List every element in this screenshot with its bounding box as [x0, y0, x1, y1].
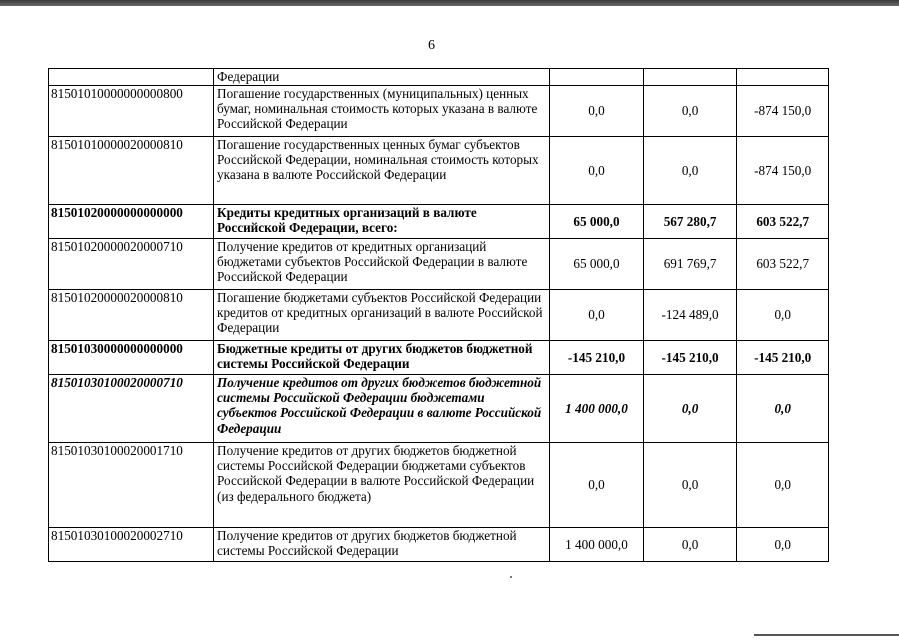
top-edge-rule: [0, 0, 899, 6]
row-value-2: -124 489,0: [643, 290, 737, 341]
row-value-2: 0,0: [643, 137, 737, 205]
row-value-3: 0,0: [737, 375, 829, 443]
row-value-2: 0,0: [643, 375, 737, 443]
row-value-1: 0,0: [550, 443, 644, 528]
table-row: [49, 443, 829, 528]
row-code: 81501030000000000000: [49, 341, 214, 375]
row-name: Кредиты кредитных организаций в валюте Российской Федерации, всего:: [214, 205, 550, 239]
row-name: Погашение государственных (муниципальных) ценных бумаг, номинальная стоимость которых указана в валюте Российской Федерации: [214, 86, 550, 137]
table-row: [49, 528, 829, 562]
row-value-3: 0,0: [737, 443, 829, 528]
row-value-2: 691 769,7: [643, 239, 737, 290]
scan-speck: [510, 576, 512, 578]
row-code: 81501010000020000810: [49, 137, 214, 205]
row-name: Получение кредитов от других бюджетов бюджетной системы Российской Федерации бюджетами субъектов Российской Федерации в валюте Российской Федерации (из федерального бюджета): [214, 443, 550, 528]
table-row: [49, 341, 829, 375]
row-code: 81501020000000000000: [49, 205, 214, 239]
table-row: [49, 205, 829, 239]
table-row: [49, 86, 829, 137]
row-value-1: 0,0: [550, 290, 644, 341]
row-name: Федерации: [214, 69, 550, 86]
bottom-edge-rule: [754, 634, 899, 636]
row-value-1: 0,0: [550, 86, 644, 137]
table-row: [49, 375, 829, 443]
row-value-3: 0,0: [737, 528, 829, 562]
row-value-3: 603 522,7: [737, 205, 829, 239]
row-value-2: 0,0: [643, 443, 737, 528]
row-value-1: 1 400 000,0: [550, 375, 644, 443]
row-value-2: [643, 69, 737, 86]
page-number: 6: [428, 38, 435, 53]
row-value-3: 603 522,7: [737, 239, 829, 290]
row-value-1: -145 210,0: [550, 341, 644, 375]
row-value-3: 0,0: [737, 290, 829, 341]
table-row: [49, 137, 829, 205]
table-row: [49, 69, 829, 86]
row-value-3: -874 150,0: [737, 86, 829, 137]
budget-sources-table: [48, 68, 829, 562]
table-row: [49, 290, 829, 341]
row-value-2: 0,0: [643, 528, 737, 562]
row-value-2: -145 210,0: [643, 341, 737, 375]
row-code: 81501020000020000810: [49, 290, 214, 341]
row-code: 81501010000000000800: [49, 86, 214, 137]
row-value-1: 65 000,0: [550, 205, 644, 239]
row-name: Погашение бюджетами субъектов Российской Федерации кредитов от кредитных организаций в валюте Российской Федерации: [214, 290, 550, 341]
row-value-1: 1 400 000,0: [550, 528, 644, 562]
row-code: [49, 69, 214, 86]
row-code: 81501030100020001710: [49, 443, 214, 528]
row-value-2: 0,0: [643, 86, 737, 137]
row-name: Получение кредитов от кредитных организаций бюджетами субъектов Российской Федерации в валюте Российской Федерации: [214, 239, 550, 290]
row-value-1: 65 000,0: [550, 239, 644, 290]
row-name: Получение кредитов от других бюджетов бюджетной системы Российской Федерации бюджетами субъектов Российской Федерации в валюте Российской Федерации: [214, 375, 550, 443]
row-name: Погашение государственных ценных бумаг субъектов Российской Федерации, номинальная стоимость которых указана в валюте Российской Федерации: [214, 137, 550, 205]
row-code: 81501030100020002710: [49, 528, 214, 562]
row-code: 81501020000020000710: [49, 239, 214, 290]
row-name: Бюджетные кредиты от других бюджетов бюджетной системы Российской Федерации: [214, 341, 550, 375]
table-row: [49, 239, 829, 290]
row-value-2: 567 280,7: [643, 205, 737, 239]
row-value-1: 0,0: [550, 137, 644, 205]
row-value-3: -145 210,0: [737, 341, 829, 375]
row-value-1: [550, 69, 644, 86]
row-name: Получение кредитов от других бюджетов бюджетной системы Российской Федерации: [214, 528, 550, 562]
row-code: 81501030100020000710: [49, 375, 214, 443]
row-value-3: [737, 69, 829, 86]
row-value-3: -874 150,0: [737, 137, 829, 205]
